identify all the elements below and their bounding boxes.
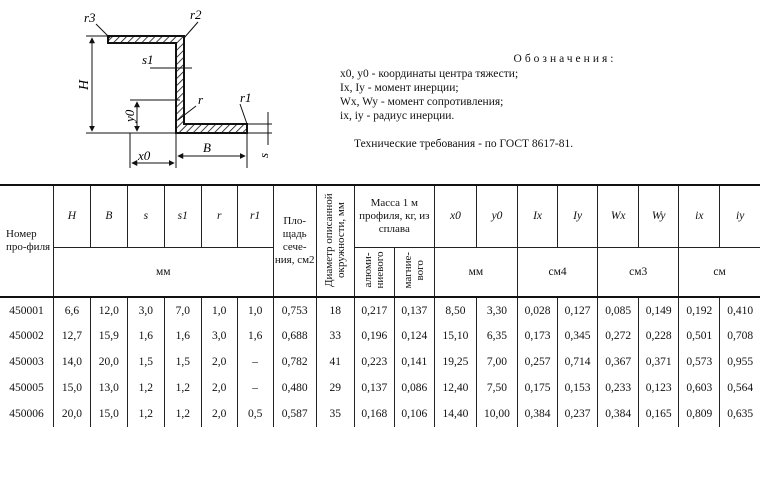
- table-cell: 0,5: [237, 401, 273, 427]
- table-row: [0, 375, 760, 401]
- profile-number-cell: 450001: [0, 297, 53, 323]
- header-x0: x0: [434, 185, 476, 247]
- table-cell: 0,153: [558, 375, 598, 401]
- header-ix: ix: [679, 185, 720, 247]
- designations-legend: [340, 52, 750, 151]
- unit-mm: мм: [53, 247, 273, 297]
- table-cell: 15,0: [53, 375, 90, 401]
- legend-line: Wx, Wy - момент сопротивления;: [340, 96, 504, 108]
- table-cell: 3,0: [201, 323, 237, 349]
- table-cell: 18: [316, 297, 354, 323]
- table-cell: 0,708: [720, 323, 760, 349]
- table-cell: 0,371: [639, 349, 679, 375]
- table-cell: 0,573: [679, 349, 720, 375]
- profile-spec-table: [0, 184, 760, 427]
- header-iy: iy: [720, 185, 760, 247]
- table-cell: 0,809: [679, 401, 720, 427]
- table-cell: 0,137: [394, 297, 434, 323]
- table-cell: 0,587: [273, 401, 316, 427]
- header-r1: r1: [237, 185, 273, 247]
- table-cell: 0,168: [354, 401, 394, 427]
- header-alum: алюми-ниевого: [354, 247, 394, 297]
- table-cell: 0,028: [518, 297, 558, 323]
- table-cell: 0,782: [273, 349, 316, 375]
- table-cell: 15,9: [90, 323, 127, 349]
- table-cell: 7,00: [476, 349, 517, 375]
- table-cell: 0,196: [354, 323, 394, 349]
- table-cell: 0,635: [720, 401, 760, 427]
- table-cell: 0,688: [273, 323, 316, 349]
- header-magn: магние-вого: [394, 247, 434, 297]
- table-cell: 0,564: [720, 375, 760, 401]
- table-cell: 6,6: [53, 297, 90, 323]
- table-cell: 0,237: [558, 401, 598, 427]
- table-cell: 1,0: [237, 297, 273, 323]
- header-profile: Номер про-филя: [0, 185, 53, 297]
- header-H: H: [53, 185, 90, 247]
- table-cell: 3,0: [127, 297, 164, 323]
- profile-number-cell: 450005: [0, 375, 53, 401]
- header-B: B: [90, 185, 127, 247]
- table-cell: 12,40: [434, 375, 476, 401]
- table-cell: 0,086: [394, 375, 434, 401]
- table-cell: 1,2: [127, 375, 164, 401]
- table-cell: 19,25: [434, 349, 476, 375]
- header-r: r: [201, 185, 237, 247]
- table-cell: 41: [316, 349, 354, 375]
- label-r2: r2: [190, 7, 202, 22]
- table-cell: 1,6: [164, 323, 201, 349]
- table-cell: 20,0: [90, 349, 127, 375]
- table-cell: 0,753: [273, 297, 316, 323]
- table-cell: 1,5: [127, 349, 164, 375]
- table-cell: 0,141: [394, 349, 434, 375]
- table-cell: 0,410: [720, 297, 760, 323]
- table-cell: 2,0: [201, 349, 237, 375]
- table-cell: 0,233: [598, 375, 639, 401]
- z-profile-drawing: [0, 0, 340, 184]
- table-cell: 1,0: [201, 297, 237, 323]
- table-cell: 0,272: [598, 323, 639, 349]
- label-H: H: [77, 79, 92, 90]
- unit-cm: см: [679, 247, 760, 297]
- legend-line: x0, y0 - координаты центра тяжести;: [340, 68, 519, 80]
- table-cell: 0,384: [518, 401, 558, 427]
- table-cell: 1,6: [237, 323, 273, 349]
- table-cell: 0,217: [354, 297, 394, 323]
- table-row: [0, 349, 760, 375]
- header-diameter: Диаметр описанной окружности, мм: [316, 185, 354, 297]
- table-cell: 0,124: [394, 323, 434, 349]
- table-cell: 15,10: [434, 323, 476, 349]
- table-cell: 15,0: [90, 401, 127, 427]
- table-cell: 29: [316, 375, 354, 401]
- table-row: [0, 323, 760, 349]
- header-Ix: Ix: [518, 185, 558, 247]
- table-cell: 0,345: [558, 323, 598, 349]
- label-y0: y0: [122, 109, 137, 122]
- profile-number-cell: 450002: [0, 323, 53, 349]
- header-y0: y0: [476, 185, 517, 247]
- label-s: s: [256, 152, 271, 158]
- table-cell: 35: [316, 401, 354, 427]
- table-cell: 0,603: [679, 375, 720, 401]
- table-cell: 14,0: [53, 349, 90, 375]
- table-cell: 0,367: [598, 349, 639, 375]
- table-cell: 0,173: [518, 323, 558, 349]
- table-cell: 2,0: [201, 401, 237, 427]
- table-cell: 20,0: [53, 401, 90, 427]
- table-cell: 0,175: [518, 375, 558, 401]
- legend-title: Обозначения:: [513, 53, 617, 65]
- table-cell: 0,228: [639, 323, 679, 349]
- table-cell: 10,00: [476, 401, 517, 427]
- unit-cm3: см3: [598, 247, 679, 297]
- table-cell: 3,30: [476, 297, 517, 323]
- table-cell: 0,955: [720, 349, 760, 375]
- table-cell: 0,149: [639, 297, 679, 323]
- label-r: r: [198, 92, 204, 107]
- profile-number-cell: 450003: [0, 349, 53, 375]
- table-cell: 0,137: [354, 375, 394, 401]
- table-cell: 1,5: [164, 349, 201, 375]
- table-cell: 7,0: [164, 297, 201, 323]
- table-body: [0, 297, 760, 427]
- table-cell: 1,6: [127, 323, 164, 349]
- table-cell: 0,223: [354, 349, 394, 375]
- table-cell: 0,257: [518, 349, 558, 375]
- legend-line: ix, iy - радиус инерции.: [340, 110, 455, 122]
- table-cell: 0,165: [639, 401, 679, 427]
- table-cell: 0,192: [679, 297, 720, 323]
- table-cell: 0,384: [598, 401, 639, 427]
- table-cell: 0,123: [639, 375, 679, 401]
- table-cell: 13,0: [90, 375, 127, 401]
- table-cell: 0,480: [273, 375, 316, 401]
- table-cell: 12,0: [90, 297, 127, 323]
- table-cell: 8,50: [434, 297, 476, 323]
- unit-cm4: см4: [518, 247, 598, 297]
- table-cell: 0,085: [598, 297, 639, 323]
- table-cell: 7,50: [476, 375, 517, 401]
- label-s1: s1: [142, 52, 154, 67]
- table-cell: –: [237, 375, 273, 401]
- table-cell: 1,2: [127, 401, 164, 427]
- header-s: s: [127, 185, 164, 247]
- label-r3: r3: [84, 10, 96, 25]
- table-row: [0, 297, 760, 323]
- label-B: B: [203, 140, 211, 155]
- table-cell: 0,501: [679, 323, 720, 349]
- table-cell: 0,714: [558, 349, 598, 375]
- table-cell: 6,35: [476, 323, 517, 349]
- header-Iy: Iy: [558, 185, 598, 247]
- table-cell: 1,2: [164, 375, 201, 401]
- header-s1: s1: [164, 185, 201, 247]
- table-cell: 0,106: [394, 401, 434, 427]
- unit-mm-2: мм: [434, 247, 517, 297]
- header-mass: Масса 1 м профиля, кг, из сплава: [354, 185, 434, 247]
- header-Wy: Wy: [639, 185, 679, 247]
- table-cell: –: [237, 349, 273, 375]
- header-area: Пло-щадь сече-ния, см2: [273, 185, 316, 297]
- table-cell: 14,40: [434, 401, 476, 427]
- table-cell: 2,0: [201, 375, 237, 401]
- table-cell: 12,7: [53, 323, 90, 349]
- table-cell: 0,127: [558, 297, 598, 323]
- table-cell: 33: [316, 323, 354, 349]
- profile-number-cell: 450006: [0, 401, 53, 427]
- technical-requirements: Технические требования - по ГОСТ 8617-81.: [354, 138, 574, 150]
- table-row: [0, 401, 760, 427]
- label-r1: r1: [240, 90, 252, 105]
- legend-line: Ix, Iy - момент инерции;: [340, 82, 459, 94]
- table-cell: 1,2: [164, 401, 201, 427]
- header-Wx: Wx: [598, 185, 639, 247]
- label-x0: x0: [138, 148, 151, 163]
